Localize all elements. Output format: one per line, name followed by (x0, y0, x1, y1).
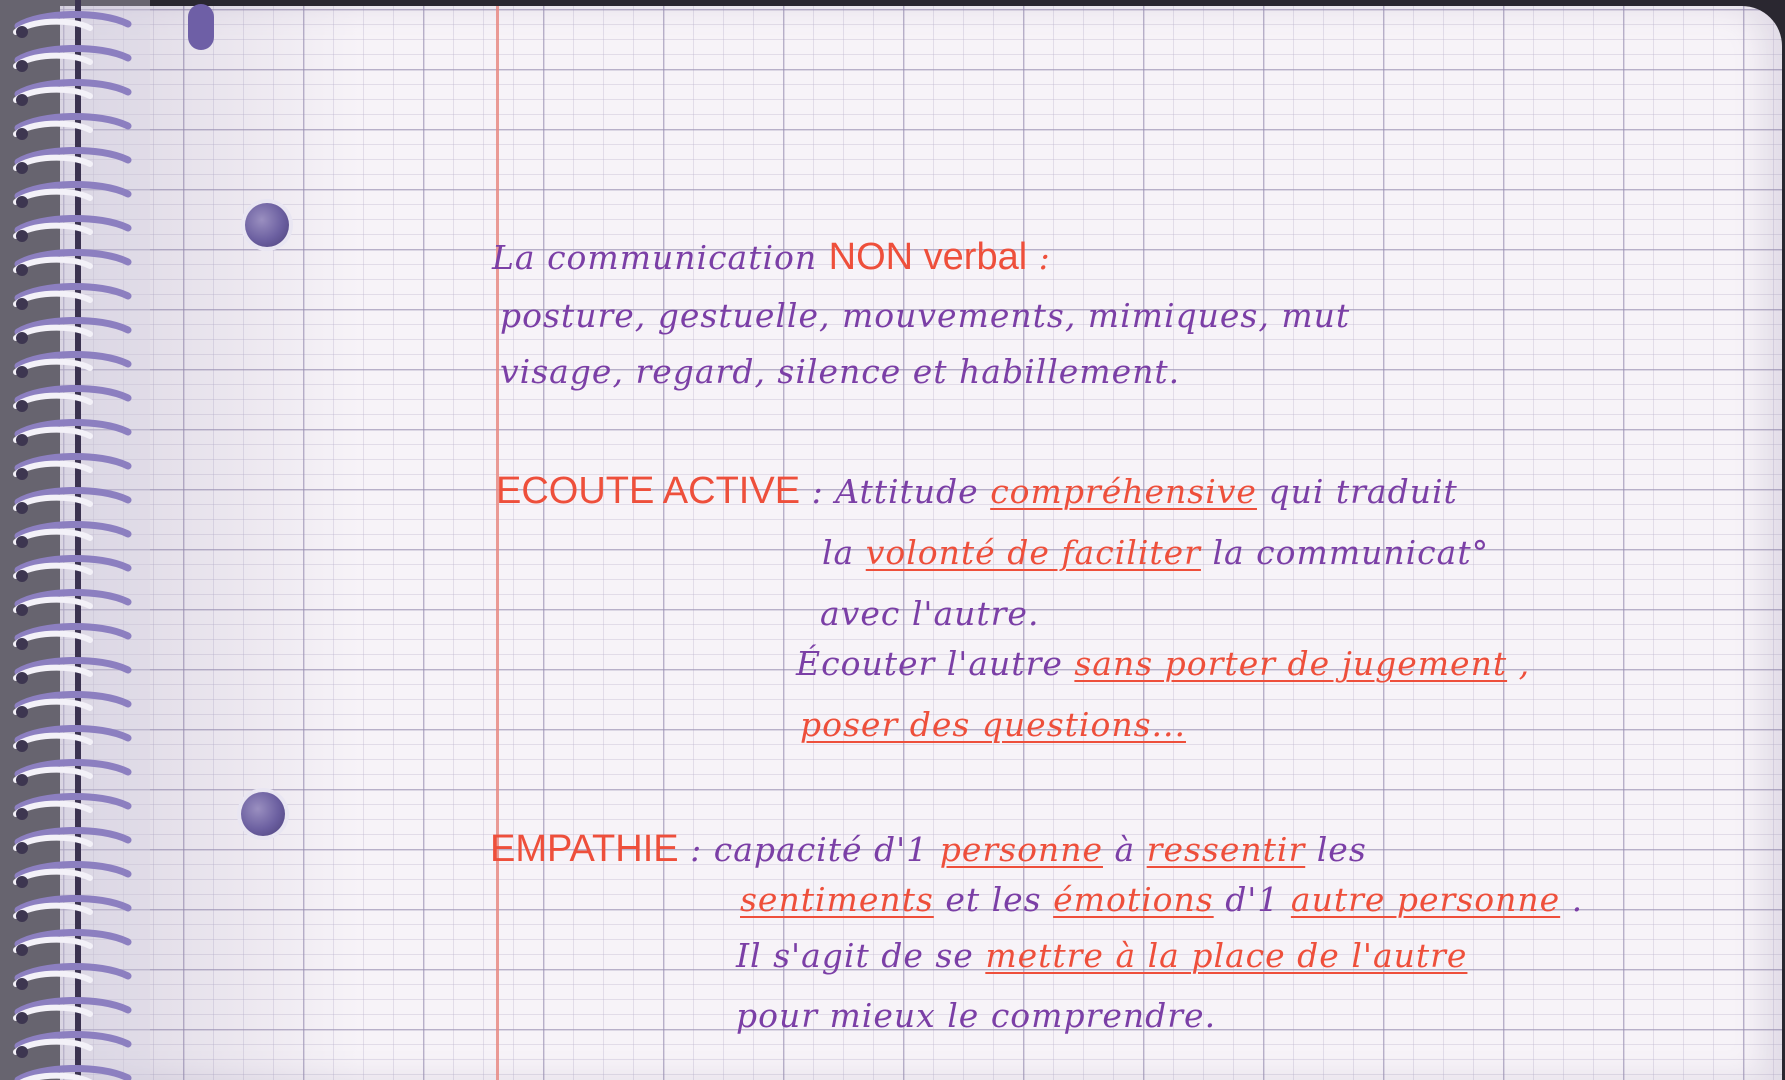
ecoute-line-3: avec l'autre. (820, 594, 1040, 633)
ecoute-line-4 (796, 644, 1530, 683)
empathie-line-3 (736, 936, 1467, 975)
empathie-l3-a: Il s'agit de se (736, 936, 974, 975)
nonverbal-colon: : (1038, 238, 1051, 277)
empathie-l2-c: émotions (1053, 880, 1214, 919)
empathie-line-2 (740, 880, 1583, 919)
empathie-line-1 (490, 828, 1367, 871)
empathie-l1-e: les (1316, 830, 1367, 869)
empathie-l1-c: à (1114, 830, 1136, 869)
nonverbal-line-2: posture, gestuelle, mouvements, mimiques, mut (500, 296, 1351, 335)
ecoute-line-2 (822, 533, 1489, 572)
empathie-l3-b: mettre à la place de l'autre (985, 936, 1468, 975)
ecoute-line-1 (496, 470, 1458, 513)
empathie-heading: EMPATHIE (490, 828, 679, 870)
ecoute-l4-b: sans porter de jugement (1074, 644, 1508, 683)
empathie-l2-d: d'1 (1225, 880, 1280, 919)
nonverbal-lead: La communication (492, 238, 818, 277)
nonverbal-keyword: NON verbal (828, 236, 1028, 278)
ecoute-l2-a: la (822, 533, 855, 572)
nonverbal-line-1 (492, 236, 1051, 279)
empathie-l1-d: ressentir (1146, 830, 1306, 869)
ecoute-l2-b: volonté de faciliter (865, 533, 1201, 572)
ecoute-colon: : (811, 472, 824, 511)
empathie-l1-a: capacité d'1 (713, 830, 929, 869)
ecoute-heading: ECOUTE ACTIVE (496, 470, 801, 512)
ecoute-l1-a: Attitude (835, 472, 979, 511)
empathie-l2-b: et les (945, 880, 1042, 919)
ecoute-l5: poser des questions... (800, 705, 1186, 744)
nonverbal-line-3: visage, regard, silence et habillement. (500, 352, 1181, 391)
ecoute-l1-b: compréhensive (990, 472, 1257, 511)
empathie-l2-f: . (1571, 880, 1584, 919)
empathie-line-4: pour mieux le comprendre. (736, 996, 1217, 1035)
empathie-l2-a: sentiments (740, 880, 934, 919)
ecoute-l4-a: Écouter l'autre (796, 644, 1063, 683)
ecoute-l4-c: , (1518, 644, 1531, 683)
empathie-colon: : (690, 830, 703, 869)
ecoute-l1-c: qui traduit (1268, 472, 1458, 511)
empathie-l1-b: personne (939, 830, 1103, 869)
ecoute-l2-c: la communicat° (1212, 533, 1490, 572)
empathie-l2-e: autre personne (1290, 880, 1561, 919)
ecoute-line-5 (800, 705, 1186, 744)
